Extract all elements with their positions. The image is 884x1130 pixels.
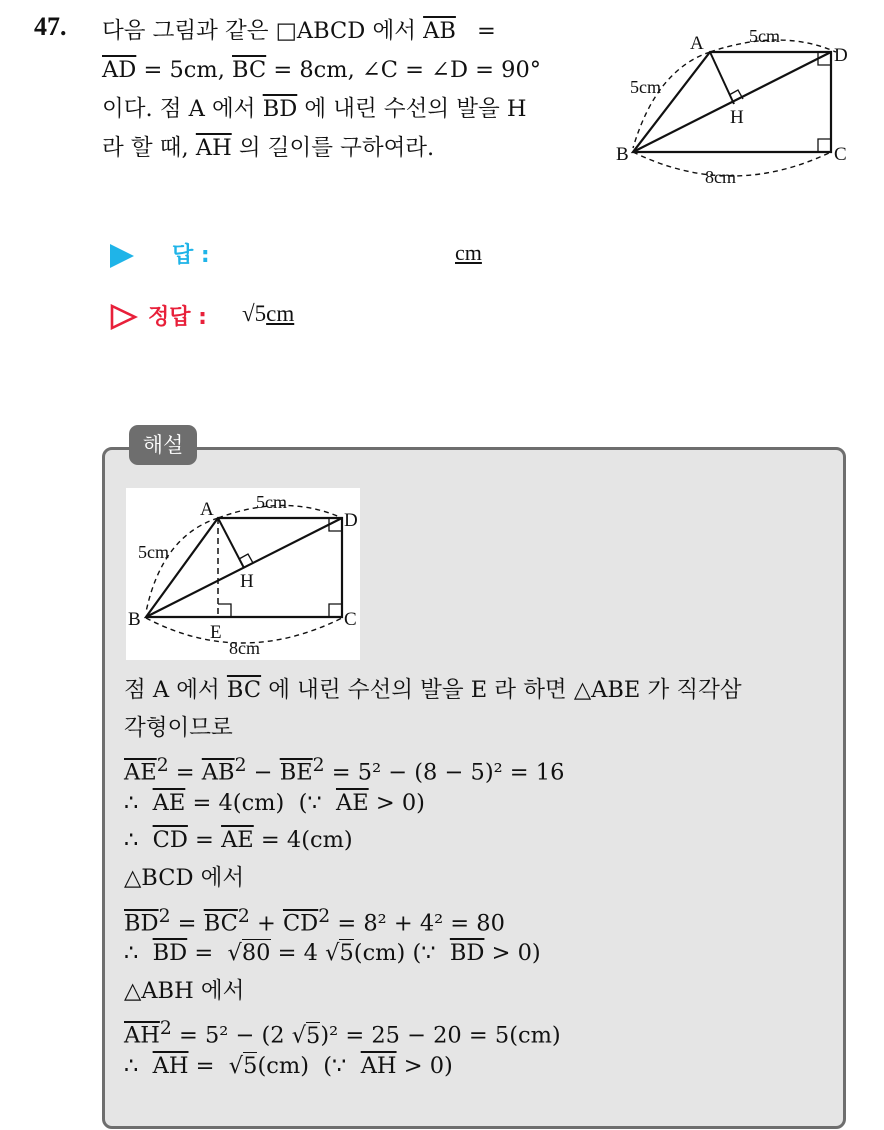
label-D: D bbox=[834, 45, 848, 66]
label-B: B bbox=[616, 144, 629, 165]
solution-line-5: ∴ $\overline{CD} = \overline{AE} = 4(cm)$ bbox=[124, 827, 353, 854]
answer-label: 답 : bbox=[172, 243, 210, 268]
label-H: H bbox=[240, 571, 254, 592]
label-top-length: 5cm bbox=[256, 492, 287, 512]
question-line-2: $\overline{AD} = 5cm$, $\overline{BC} = 8cm$, ∠C = ∠D = 90° bbox=[102, 57, 542, 83]
solution-line-9: △ABH 에서 bbox=[124, 977, 245, 1004]
explanation-figure bbox=[126, 488, 360, 660]
play-icon bbox=[110, 244, 134, 268]
label-bottom-length: 8cm bbox=[705, 167, 736, 187]
problem-figure bbox=[606, 20, 866, 192]
question-number: 47. bbox=[34, 12, 67, 41]
solution-text bbox=[124, 672, 834, 1086]
solution-line-1: 점 A 에서 $\overline{BC}$ 에 내린 수선의 발을 E 라 하면 △ABE 가 직각삼 bbox=[124, 677, 742, 703]
label-left-length: 5cm bbox=[630, 77, 661, 97]
question-line-3: 이다. 점 A 에서 $\overline{BD}$ 에 내린 수선의 발을 H bbox=[102, 96, 527, 122]
question-line-4: 라 할 때, $\overline{AH}$ 의 길이를 구하여라. bbox=[102, 135, 435, 161]
question-text bbox=[102, 12, 587, 168]
solution-line-6: △BCD 에서 bbox=[124, 864, 245, 891]
label-A: A bbox=[200, 499, 214, 520]
solution-line-11: ∴ $\overline{AH} = √5(cm)$ (∵ $\overline{AH} > 0$) bbox=[124, 1052, 453, 1079]
correct-value: √5cm bbox=[242, 301, 295, 326]
label-bottom-length: 8cm bbox=[229, 638, 260, 658]
label-H: H bbox=[730, 107, 744, 128]
answer-row bbox=[110, 238, 530, 272]
play-outline-icon bbox=[110, 304, 138, 330]
label-left-length: 5cm bbox=[138, 542, 169, 562]
question-line-1: 다음 그림과 같은 □ABCD 에서 $\overline{AB}$ = bbox=[102, 18, 496, 44]
correct-label: 정답 : bbox=[148, 305, 207, 330]
label-C: C bbox=[344, 609, 357, 630]
solution-line-10: $\overline{AH}^2 = 5^2 - (2$ √5)² = 25 − 20 = 5(cm) bbox=[124, 1018, 561, 1049]
solution-line-7: $\overline{BD}^2 = \overline{BC}^2 + \overline{CD}^2 = 8^2 + 4^2 = 80$ bbox=[124, 905, 505, 937]
label-D: D bbox=[344, 510, 358, 531]
label-C: C bbox=[834, 144, 847, 165]
label-A: A bbox=[690, 33, 704, 54]
correct-answer-row bbox=[110, 300, 530, 334]
label-top-length: 5cm bbox=[749, 26, 780, 46]
solution-line-8: ∴ $\overline{BD} = √80 = 4$ √5(cm) (∵ $\overline{BD} > 0$) bbox=[124, 940, 541, 967]
explanation-tab: 해설 bbox=[129, 425, 197, 465]
solution-line-4: ∴ $\overline{AE} = 4(cm)$ (∵ $\overline{AE} > 0$) bbox=[124, 789, 425, 816]
answer-unit: cm bbox=[455, 240, 482, 265]
label-B: B bbox=[128, 609, 141, 630]
solution-line-2: 각형이므로 bbox=[124, 714, 233, 741]
solution-line-3: $\overline{AE}^2 = \overline{AB}^2 - \overline{BE}^2 = 5^2 - (8 - 5)^2 = 16$ bbox=[124, 755, 565, 786]
label-E: E bbox=[210, 622, 222, 643]
